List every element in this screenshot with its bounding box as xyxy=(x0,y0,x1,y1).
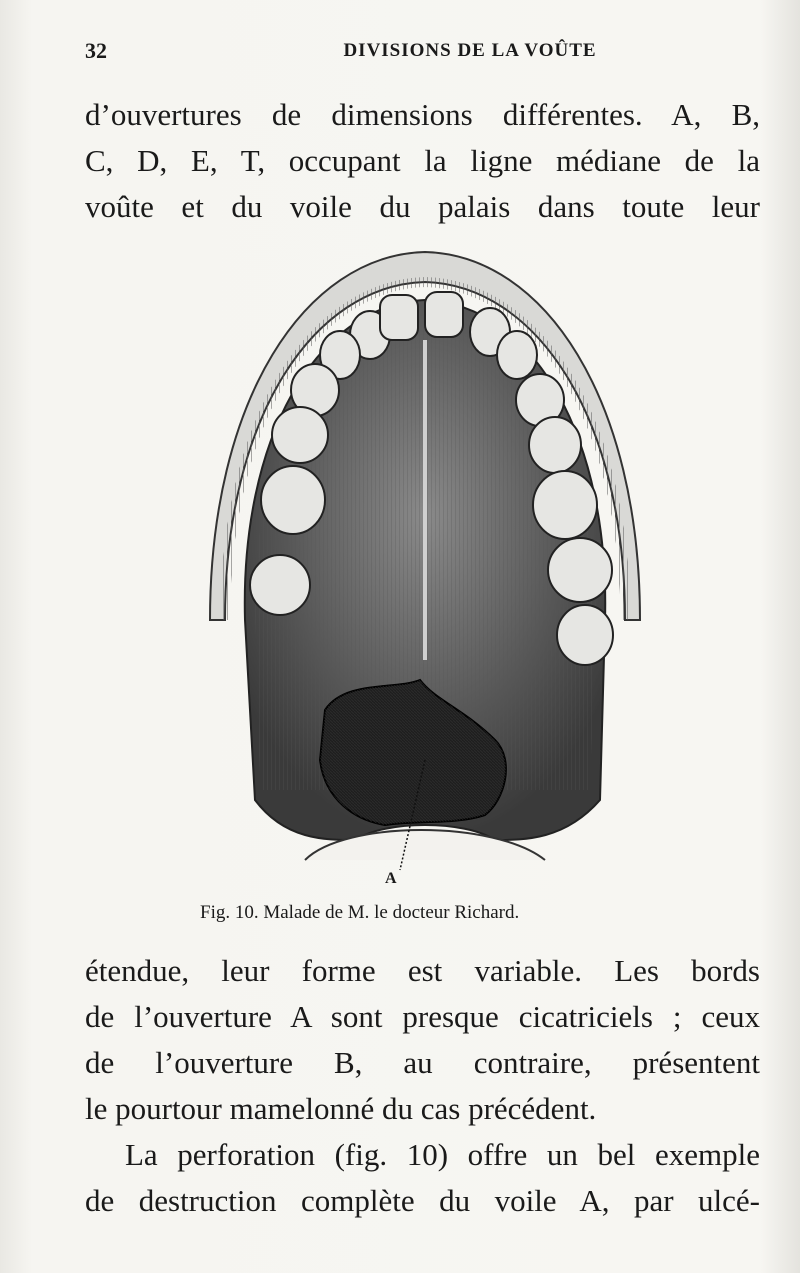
text-line: étendue, leur forme est variable. Les bords xyxy=(85,953,760,988)
text-line: le pourtour mamelonné du cas précédent. xyxy=(85,1091,597,1126)
text-line: d’ouvertures de dimensions différentes. A, B, xyxy=(85,97,760,132)
text-line: C, D, E, T, occupant la ligne médiane de la xyxy=(85,143,760,178)
text-block-bottom xyxy=(85,948,760,1224)
text-line: de l’ouverture B, au contraire, présentent xyxy=(85,1045,760,1080)
text-block-top xyxy=(85,92,760,230)
text-line: de l’ouverture A sont presque cicatriciels ; ceux xyxy=(85,999,760,1034)
running-head xyxy=(85,38,765,68)
palate-illustration xyxy=(195,240,655,880)
text-line: de destruction complète du voile A, par ulcé- xyxy=(85,1183,760,1218)
text-line: voûte et du voile du palais dans toute leur xyxy=(85,189,760,224)
figure-label-a: A xyxy=(385,870,397,887)
page-number: 32 xyxy=(85,38,107,63)
section-title: DIVISIONS DE LA VOÛTE xyxy=(343,40,597,61)
figure-caption: Fig. 10. Malade de M. le docteur Richard. xyxy=(200,902,520,923)
text-line: La perforation (fig. 10) offre un bel exemple xyxy=(125,1137,760,1172)
